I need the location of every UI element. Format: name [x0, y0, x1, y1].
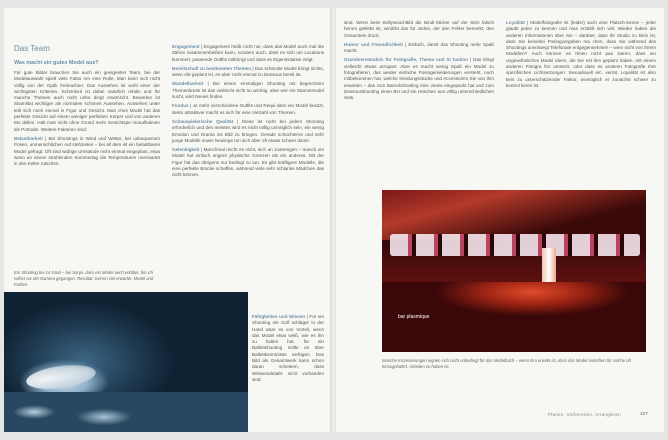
- photo-nightclub: [382, 190, 646, 352]
- paragraph-wandelbarkeit: Wandelbarkeit | Bei einem einmaligen Shooting mit begrenztem Themenbreite ist das vielleicht nicht so wichtig, aber wer ein Stammmodel sucht, wird Neues finden.: [172, 81, 324, 100]
- keyword-label: Loyalität: [506, 20, 525, 25]
- left-page: [4, 8, 333, 432]
- question-heading: Was macht ein gutes Model aus?: [14, 60, 99, 66]
- paragraph-engagement: Engagement | Engagement heißt nicht nur, dass das Model auch mal die Zähne zusammenbeißen kann, sondern auch, dass es sich um Locations kümmert, passende Outfits mitbringt und dass es Eigeninitiative zeigt.: [172, 44, 325, 62]
- paragraph-fundus: Fundus | Je mehr verschiedene Outfits und Requi siten ein Model besitzt, desto attraktiver macht es sich für eine Vielzahl von Themen.: [172, 103, 325, 115]
- photo-model-in-water: [4, 292, 248, 432]
- keyword-label: Gelenkigkeit: [172, 147, 200, 153]
- paragraph-bereitschaft: Bereitschaft zu bestimmten Themen | Das schönste Model bringt nichts, wenn Akt geplant ist, es aber nicht einmal zu Dessous bereit ist.: [172, 65, 324, 78]
- paragraph-text: Das klingt vielleicht etwas arrogant. Aber es macht wenig Spaß ein Model zu fotografieren, das wieder einfache Posingerweiterungen versteht, noch mitbekommen hat, welche Kleidungsstücke und Accessoires Sie von ihm erwarten – das zum Barockshooting eine Jeans eingepackt hat und zum Dessousshooting einen BH und ein Höschen aus völlig unterschiedlichen Sets.: [344, 57, 494, 101]
- model-figure: [25, 361, 97, 393]
- right-text-column-1: [344, 20, 494, 105]
- paragraph-text: Engagement heißt nicht nur, dass das Model auch mal die Zähne zusammenbeißen kann, sondern auch, dass es sich um Locations kümmert, passende Outfits mitbringt und dass es Eigeninitiative zeigt.: [172, 44, 325, 62]
- running-footer: Planen, Vorbereiten, Arrangieren: [548, 412, 622, 417]
- keyword-label: Humor und Freundlichkeit: [344, 41, 403, 47]
- paragraph-text: Manchmal reicht es nicht, sich an zustrengen – manch ein Model hat einfach engere physische Grenzen als ein anderes. Mit der Figur hat das übrigens nur bedingt zu tun. Es gibt kräftigere Modelle, die eine perfekte Brücke schaffen, während viele sehr schlanke Mädchen das nicht können.: [172, 147, 324, 178]
- right-photo-caption: Manche Inszenierungen eignen sich nicht unbedingt für das Modelbuch – wenn ihm erwirkt ist, dass das Model zwischen für solche oft hinzugehaltet. Arbeiten zu haben ist.: [382, 358, 631, 369]
- paragraph-gelenkigkeit: Gelenkigkeit | Manchmal reicht es nicht, sich an zustrengen – manch ein Model hat einfach engere physische Grenzen als ein anderes. Mit der Figur hat das übrigens nur bedingt zu tun. Es gibt kräftigere Modelle, die eine perfekte Brücke schaffen, während viele sehr schlanke Mädchen das nicht können.: [172, 147, 324, 178]
- paragraph-grundverstaendnis: Grundverständnis für Fotografie, Thema und Si tuation | Das klingt vielleicht etwas arrogant. Aber es macht wenig Spaß ein Model zu fotografieren, das wieder einfache Posingerweiterungen versteht, noch mitbekommen hat, welche Kleidungsstücke und Accessoires Sie von ihm erwarten – das zum Barockshooting eine Jeans eingepackt hat und zum Dessousshooting einen BH und ein Höschen aus völlig unterschiedlichen Sets.: [344, 57, 494, 101]
- paragraph-text: Bei einem einmaligen Shooting mit begrenztem Themenbreite ist das vielleicht nicht so wichtig, aber wer ein Stammmodel sucht, wird Neues finden.: [172, 81, 324, 100]
- keyword-label: Belastbarkeit: [14, 135, 43, 141]
- right-page: [336, 8, 664, 432]
- paragraph-text: Einfach, damit das Shooting mehr Spaß macht.: [344, 41, 494, 54]
- keyword-label: Grundverständnis für Fotografie, Thema und Si tuation: [344, 57, 469, 63]
- keyword-label: Bereitschaft zu bestimmten Themen: [172, 65, 252, 71]
- paragraph-faehigkeiten: Fähigkeiten und Wissen | Für ein Shooting mit Golf schläger in der Hand wäre es von Vorteil, wenn das Model etwa weiß, wie es ihn zu halten hat, für ein Ballettshooting sollte es über Ballettkenntnisse verfügen. Das Bild als Gesamtwerk kann schon daran scheitern, dass Wissensdetails nicht vorhanden sind.: [252, 314, 324, 382]
- club-sign: bar plasmique: [398, 314, 430, 320]
- paragraph-text: Bei Shootings in Wind und Wetter, bei unbequemen Posen, unmenschlichen Auf stehzeiten – bei all dem ist ein belastbares Model gefragt. Oft sind widrige Umstände nicht einmal eingeplant, etwa wenn an einem strahlenden Sommertag die Temperaturen unerwartet in den Keller rutschen.: [14, 135, 160, 167]
- left-text-column-2: [172, 44, 324, 182]
- section-title: Das Team: [14, 44, 50, 53]
- paragraph-text: Für ein Shooting mit Golf schläger in der Hand wäre es von Vorteil, wenn das Model etwa weiß, wie es ihn zu halten hat, für ein Ballettshooting sollte es über Ballettkenntnisse verfügen. Das Bild als Gesamtwerk kann schon daran scheitern, dass Wissensdetails nicht vorhanden sind.: [252, 314, 324, 382]
- paragraph-text: Modelfotografie ist (leider) auch eine Flatsch-Szene – jeder glaubt jeden zu kennen und man erzählt sich viel. Wieder haben die anderen Informationen über Sie – darüber, dass Ihr Studio zu klein ist, dass Sie keinerlei Posingvorgaben ma chen, dass Sie während des Shootings unentwegt Telefonate entgegennehmen – wem nicht von Ihrem Modellen? Auch können es Ihnen nicht pas sieren, dass ein ungewöhnliches Model ideen, die Sie mit ihm geplant haben, mit einem anderen Fotogra fen umsetzt, oder dass es anderen Fotografie Ihre spezifischen Lichtsetzungen: Sexualisuell etc. verrät. Loyalität ist also kein zu unterschätzender Faktor, womöglich er zunächst schwer zu kontrol lieren ist.: [506, 20, 657, 88]
- page-number: 107: [640, 412, 649, 417]
- club-ceiling: [382, 190, 646, 240]
- left-text-column-2-tail: [252, 314, 324, 386]
- keyword-label: Schauspielerische Qualität: [172, 118, 234, 124]
- intro-paragraph: Für gute Bilder brauchen Sie auch ein geeignetes Team, bei der Modelauswahl spielt viele Fakto ren eine Rolle. Man kann sich nicht völlig von der Optik freimachen: Das Aussehen ist wohl einer der wichtigsten Kriterien. Schönheit ist dabei natürlich relativ und für manche Themen auch nicht unbe dingt erwünscht. Bewerten ist Skamlitat wichtiger als normales schönes Aussehen. Aussehen unter teilt sich noch einmal in Figur und Gesicht. Man ches Model hat das perfekte Gesicht auf einem weniger perfekten Körper und von anderen Mo dellen. Hält man nicht ohne Grund mehr Gesichtspe rsonalhaimen als Portraits. Weitere Faktoren sind:: [14, 70, 160, 132]
- right-text-column-2: [506, 20, 656, 92]
- paragraph-belastbarkeit: Belastbarkeit | Bei Shootings in Wind und Wetter, bei unbequemen Posen, unmenschlichen Auf stehzeiten – bei all dem ist ein belastbares Model gefragt. Oft sind widrige Umstände nicht einmal eingeplant, etwa wenn an einem strahlenden Sommertag die Temperaturen unerwartet in den Keller rutschen.: [14, 135, 160, 167]
- left-text-column-1: [14, 44, 160, 170]
- club-lamps: [390, 234, 640, 256]
- paragraph-text: Das schönste Model bringt nichts, wenn Akt geplant ist, es aber nicht einmal zu Dessous bereit ist.: [172, 65, 324, 78]
- keyword-label: Fähigkeiten und Wissen: [252, 314, 306, 319]
- continued-paragraph: sind. Wenn beim Bollywood-Bild die Bindi-Sticker auf der Stirn falsch herum geklebt ist, verdirbt das für Jeden, der den Fehler bemerkt, den Gesamtein druck.: [344, 20, 494, 38]
- keyword-label: Fundus: [172, 103, 189, 109]
- paragraph-text: Diese ist nicht bei jedem Shooting erforderlich und den meisten wird es nicht völlig unmöglich sein, ein wenig Emotion und Drama ins Bild zu bringen. Gerade schüchterne und sehr junge Modelle sowie Neulinge tun sich aber oft etwas schwer damit.: [172, 118, 324, 143]
- keyword-label: Wandelbarkeit: [172, 81, 204, 87]
- paragraph-humor: Humor und Freundlichkeit | Einfach, damit das Shooting mehr Spaß macht.: [344, 41, 494, 54]
- paragraph-schauspiel: Schauspielerische Qualität | Diese ist nicht bei jedem Shooting erforderlich und den meisten wird es nicht völlig unmöglich sein, ein wenig Emotion und Drama ins Bild zu bringen. Gerade schüchterne und sehr junge Modelle sowie Neulinge tun sich aber oft etwas schwer damit.: [172, 118, 324, 143]
- paragraph-loyalitaet: Loyalität | Modelfotografie ist (leider) auch eine Flatsch-Szene – jeder glaubt jeden zu kennen und man erzählt sich viel. Wieder haben die anderen Informationen über Sie – darüber, dass Ihr Studio zu klein ist, dass Sie keinerlei Posingvorgaben ma chen, dass Sie während des Shootings unentwegt Telefonate entgegennehmen – wem nicht von Ihrem Modellen? Auch können es Ihnen nicht pas sieren, dass ein ungewöhnliches Model ideen, die Sie mit ihm geplant haben, mit einem anderen Fotogra fen umsetzt, oder dass es anderen Fotografie Ihre spezifischen Lichtsetzungen: Sexualisuell etc. verrät. Loyalität ist also kein zu unterschätzender Faktor, womöglich er zunächst schwer zu kontrol lieren ist.: [506, 20, 657, 88]
- paragraph-text: Je mehr verschiedene Outfits und Requi siten ein Model besitzt, desto attraktiver macht es sich für eine Vielzahl von Themen.: [172, 103, 325, 115]
- keyword-label: Engagement: [172, 44, 200, 49]
- water-foam: [4, 392, 248, 432]
- left-photo-caption: Ein Shooting bei 14 Grad – bei Sonja, dass ein Model auch erkälter, bin ich selbst vor der Kamera gegangen. Resultat: extrem viel erwartet. Model und Farben.: [14, 270, 154, 287]
